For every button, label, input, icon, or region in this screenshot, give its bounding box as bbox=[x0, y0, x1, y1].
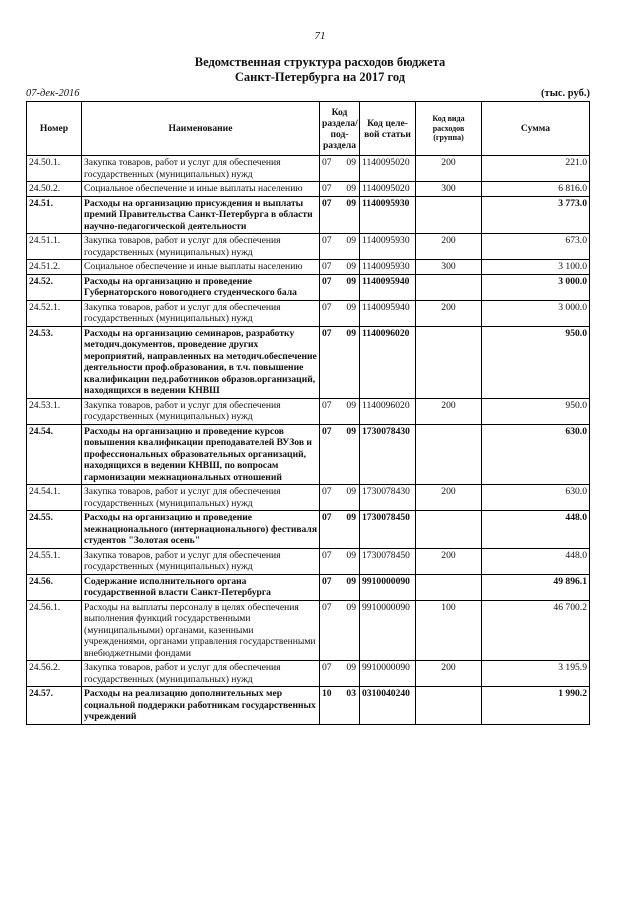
table-row bbox=[27, 687, 590, 725]
row-exp-type bbox=[416, 424, 482, 485]
row-subsection-code: 09 bbox=[346, 601, 356, 613]
row-exp-type bbox=[416, 326, 482, 398]
row-number: 24.56.2. bbox=[27, 661, 82, 687]
table-row bbox=[27, 511, 590, 549]
row-subsection-code: 09 bbox=[346, 301, 356, 313]
row-sum: 221.0 bbox=[482, 156, 590, 182]
row-exp-type: 200 bbox=[416, 300, 482, 326]
row-sum: 630.0 bbox=[482, 485, 590, 511]
row-sum: 3 773.0 bbox=[482, 196, 590, 234]
page-number: 71 bbox=[314, 30, 326, 42]
row-name: Расходы на организацию и проведение курсов повышения квалификации преподавателей ВУЗов и профессиональных образовательных организаций, находящихся в ведении КНВШ, по вопросам гармонизации межнациональных отношений bbox=[82, 424, 320, 485]
row-sum: 46 700.2 bbox=[482, 600, 590, 661]
row-exp-type: 200 bbox=[416, 485, 482, 511]
row-sum: 3 195.9 bbox=[482, 661, 590, 687]
row-target: 1140096020 bbox=[360, 326, 416, 398]
row-sum: 3 000.0 bbox=[482, 274, 590, 300]
row-section-code: 10 bbox=[322, 688, 332, 699]
row-section bbox=[320, 398, 360, 424]
row-target: 9910000090 bbox=[360, 661, 416, 687]
document-date: 07-дек-2016 bbox=[26, 88, 80, 99]
row-target: 1730078430 bbox=[360, 424, 416, 485]
row-subsection-code: 09 bbox=[346, 575, 356, 587]
table-row bbox=[27, 156, 590, 182]
page-title bbox=[0, 55, 640, 85]
row-subsection-code: 09 bbox=[346, 275, 356, 287]
row-name: Расходы на организацию присуждения и выплаты премий Правительства Санкт-Петербурга в области научно-педагогической деятельности bbox=[82, 196, 320, 234]
row-number: 24.50.1. bbox=[27, 156, 82, 182]
row-subsection-code: 09 bbox=[346, 157, 356, 168]
row-section-code: 07 bbox=[322, 662, 332, 673]
row-section bbox=[320, 511, 360, 549]
row-section-code: 07 bbox=[322, 327, 332, 339]
row-number: 24.52.1. bbox=[27, 300, 82, 326]
table-row bbox=[27, 661, 590, 687]
row-sum: 630.0 bbox=[482, 424, 590, 485]
row-number: 24.56. bbox=[27, 574, 82, 600]
row-target: 1140095930 bbox=[360, 234, 416, 260]
row-sum: 49 896.1 bbox=[482, 574, 590, 600]
row-name: Закупка товаров, работ и услуг для обеспечения государственных (муниципальных) нужд bbox=[82, 398, 320, 424]
row-subsection-code: 09 bbox=[346, 486, 356, 497]
units-label: (тыс. руб.) bbox=[541, 88, 590, 99]
row-sum: 950.0 bbox=[482, 326, 590, 398]
row-subsection-code: 09 bbox=[346, 662, 356, 673]
table-row bbox=[27, 424, 590, 485]
row-target: 1140095940 bbox=[360, 274, 416, 300]
row-section-code: 07 bbox=[322, 275, 332, 287]
row-section-code: 07 bbox=[322, 157, 332, 168]
row-number: 24.53. bbox=[27, 326, 82, 398]
row-name: Расходы на реализацию дополнительных мер социальной поддержки работникам государственных учреждений bbox=[82, 687, 320, 725]
row-exp-type: 100 bbox=[416, 600, 482, 661]
row-section-code: 07 bbox=[322, 197, 332, 209]
row-number: 24.52. bbox=[27, 274, 82, 300]
row-exp-type: 200 bbox=[416, 156, 482, 182]
header-section: Код раздела/ под- раздела bbox=[320, 102, 360, 156]
row-sum: 673.0 bbox=[482, 234, 590, 260]
row-name: Закупка товаров, работ и услуг для обеспечения государственных (муниципальных) нужд bbox=[82, 300, 320, 326]
row-number: 24.51. bbox=[27, 196, 82, 234]
row-section bbox=[320, 424, 360, 485]
row-section bbox=[320, 326, 360, 398]
table-row bbox=[27, 398, 590, 424]
row-section-code: 07 bbox=[322, 549, 332, 561]
row-section bbox=[320, 234, 360, 260]
row-target: 9910000090 bbox=[360, 600, 416, 661]
header-target: Код целе- вой статьи bbox=[360, 102, 416, 156]
header-number: Номер bbox=[27, 102, 82, 156]
row-exp-type bbox=[416, 511, 482, 549]
row-number: 24.51.1. bbox=[27, 234, 82, 260]
row-target: 1140096020 bbox=[360, 398, 416, 424]
row-subsection-code: 09 bbox=[346, 183, 356, 194]
row-section-code: 07 bbox=[322, 575, 332, 587]
table-row bbox=[27, 182, 590, 197]
row-section bbox=[320, 661, 360, 687]
row-section bbox=[320, 687, 360, 725]
row-sum: 6 816.0 bbox=[482, 182, 590, 197]
row-number: 24.54.1. bbox=[27, 485, 82, 511]
table-row bbox=[27, 326, 590, 398]
row-exp-type: 300 bbox=[416, 260, 482, 275]
row-exp-type bbox=[416, 687, 482, 725]
row-section bbox=[320, 182, 360, 197]
row-name: Социальное обеспечение и иные выплаты населению bbox=[82, 182, 320, 197]
row-section-code: 07 bbox=[322, 261, 332, 272]
row-target: 1730078430 bbox=[360, 485, 416, 511]
budget-table bbox=[26, 101, 590, 725]
header-exp-type: Код вида расходов (группа) bbox=[416, 102, 482, 156]
row-subsection-code: 09 bbox=[346, 235, 356, 246]
row-section bbox=[320, 274, 360, 300]
row-name: Закупка товаров, работ и услуг для обеспечения государственных (муниципальных) нужд bbox=[82, 156, 320, 182]
row-target: 1730078450 bbox=[360, 511, 416, 549]
row-section bbox=[320, 300, 360, 326]
row-target: 1140095020 bbox=[360, 156, 416, 182]
row-section bbox=[320, 196, 360, 234]
row-name: Закупка товаров, работ и услуг для обеспечения государственных (муниципальных) нужд bbox=[82, 234, 320, 260]
row-section bbox=[320, 600, 360, 661]
row-section-code: 07 bbox=[322, 425, 332, 437]
row-number: 24.56.1. bbox=[27, 600, 82, 661]
row-subsection-code: 09 bbox=[346, 425, 356, 437]
row-sum: 950.0 bbox=[482, 398, 590, 424]
row-subsection-code: 09 bbox=[346, 327, 356, 339]
row-name: Расходы на выплаты персоналу в целях обеспечения выполнения функций государственными (муниципальными) органами, казенными учреждениями, органами управления государственными внебюджетными фондами bbox=[82, 600, 320, 661]
row-sum: 3 100.0 bbox=[482, 260, 590, 275]
row-exp-type: 200 bbox=[416, 661, 482, 687]
row-section bbox=[320, 260, 360, 275]
row-target: 1140095020 bbox=[360, 182, 416, 197]
row-subsection-code: 09 bbox=[346, 197, 356, 209]
row-number: 24.51.2. bbox=[27, 260, 82, 275]
row-section bbox=[320, 156, 360, 182]
title-line-2: Санкт-Петербурга на 2017 год bbox=[234, 70, 406, 84]
row-section-code: 07 bbox=[322, 399, 332, 411]
row-name: Закупка товаров, работ и услуг для обеспечения государственных (муниципальных) нужд bbox=[82, 548, 320, 574]
table-row bbox=[27, 300, 590, 326]
row-section-code: 07 bbox=[322, 183, 332, 194]
row-number: 24.54. bbox=[27, 424, 82, 485]
row-subsection-code: 09 bbox=[346, 549, 356, 561]
row-section-code: 07 bbox=[322, 301, 332, 313]
row-name: Расходы на организацию и проведение межнационального (интернационального) фестиваля студентов "Золотая осень" bbox=[82, 511, 320, 549]
row-exp-type bbox=[416, 574, 482, 600]
table-body bbox=[27, 156, 590, 725]
table-row bbox=[27, 274, 590, 300]
table-row bbox=[27, 485, 590, 511]
table-row bbox=[27, 600, 590, 661]
row-subsection-code: 09 bbox=[346, 512, 356, 523]
row-section-code: 07 bbox=[322, 601, 332, 613]
table-row bbox=[27, 548, 590, 574]
row-exp-type: 200 bbox=[416, 234, 482, 260]
row-name: Социальное обеспечение и иные выплаты населению bbox=[82, 260, 320, 275]
row-target: 1730078450 bbox=[360, 548, 416, 574]
row-section bbox=[320, 485, 360, 511]
row-exp-type: 300 bbox=[416, 182, 482, 197]
row-target: 9910000090 bbox=[360, 574, 416, 600]
row-name: Закупка товаров, работ и услуг для обеспечения государственных (муниципальных) нужд bbox=[82, 485, 320, 511]
row-section-code: 07 bbox=[322, 512, 332, 523]
row-number: 24.50.2. bbox=[27, 182, 82, 197]
row-subsection-code: 09 bbox=[346, 261, 356, 272]
row-exp-type: 200 bbox=[416, 398, 482, 424]
row-section-code: 07 bbox=[322, 486, 332, 497]
row-section bbox=[320, 548, 360, 574]
row-subsection-code: 09 bbox=[346, 399, 356, 411]
row-number: 24.53.1. bbox=[27, 398, 82, 424]
row-subsection-code: 03 bbox=[346, 688, 356, 699]
row-number: 24.55. bbox=[27, 511, 82, 549]
row-exp-type bbox=[416, 274, 482, 300]
title-line-1: Ведомственная структура расходов бюджета bbox=[194, 55, 446, 69]
header-sum: Сумма bbox=[482, 102, 590, 156]
row-exp-type: 200 bbox=[416, 548, 482, 574]
row-sum: 448.0 bbox=[482, 548, 590, 574]
table-row bbox=[27, 234, 590, 260]
row-target: 1140095940 bbox=[360, 300, 416, 326]
table-row bbox=[27, 196, 590, 234]
row-section bbox=[320, 574, 360, 600]
row-name: Закупка товаров, работ и услуг для обеспечения государственных (муниципальных) нужд bbox=[82, 661, 320, 687]
row-sum: 448.0 bbox=[482, 511, 590, 549]
header-name: Наименование bbox=[82, 102, 320, 156]
row-name: Расходы на организацию и проведение Губернаторского новогоднего студенческого бала bbox=[82, 274, 320, 300]
row-number: 24.57. bbox=[27, 687, 82, 725]
row-target: 1140095930 bbox=[360, 260, 416, 275]
row-name: Расходы на организацию семинаров, разработку методич.документов, проведение других мероприятий, направленных на методич.обеспечение деятельности проф.образования, в т.ч. повышение квалификации пед.работников образов.организаций, находящихся в ведении КНВШ bbox=[82, 326, 320, 398]
table-row bbox=[27, 574, 590, 600]
row-target: 0310040240 bbox=[360, 687, 416, 725]
row-name: Содержание исполнительного органа государственной власти Санкт-Петербурга bbox=[82, 574, 320, 600]
row-exp-type bbox=[416, 196, 482, 234]
table-header-row bbox=[27, 102, 590, 156]
table-row bbox=[27, 260, 590, 275]
row-sum: 3 000.0 bbox=[482, 300, 590, 326]
row-number: 24.55.1. bbox=[27, 548, 82, 574]
row-target: 1140095930 bbox=[360, 196, 416, 234]
row-sum: 1 990.2 bbox=[482, 687, 590, 725]
row-section-code: 07 bbox=[322, 235, 332, 246]
